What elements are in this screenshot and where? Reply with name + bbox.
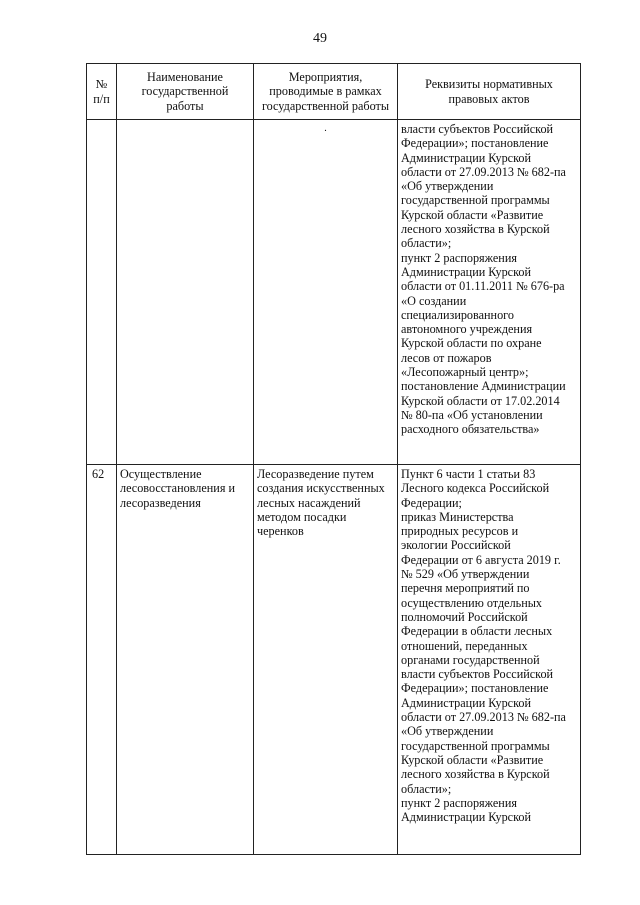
text-line: государственной программы xyxy=(401,738,550,753)
text-line: лесных насаждений xyxy=(257,495,361,510)
table-row xyxy=(87,465,581,855)
text-line: работы xyxy=(166,98,204,113)
text-line: № 80-па «Об установлении xyxy=(401,407,543,422)
text-line: Федерации»; постановление xyxy=(401,136,549,151)
work-name xyxy=(117,120,253,122)
header-work-name xyxy=(117,64,254,120)
text-line: Федерации»; постановление xyxy=(401,681,549,696)
work-name-cell xyxy=(117,465,254,855)
text-line: Администрации Курской xyxy=(401,150,532,165)
text-line: проводимые в рамках xyxy=(269,84,382,99)
text-line: Пункт 6 части 1 статьи 83 xyxy=(401,467,536,481)
text-line: власти субъектов Российской xyxy=(401,122,554,136)
text-line: лесов от пожаров xyxy=(401,350,492,365)
text-line: Мероприятия, xyxy=(288,69,363,84)
text-line: «Об утверждении xyxy=(401,179,494,194)
text-line: пункт 2 распоряжения xyxy=(401,250,517,265)
text-line: «Об утверждении xyxy=(401,724,494,739)
text-line: «Лесопожарный центр»; xyxy=(401,365,529,380)
text-line: п/п xyxy=(93,91,110,106)
text-line: власти субъектов Российской xyxy=(401,667,554,682)
text-line: Администрации Курской xyxy=(401,695,532,710)
text-line: Федерации; xyxy=(401,495,462,510)
text-line: области от 27.09.2013 № 682-па xyxy=(401,164,566,179)
legal-acts-text xyxy=(398,465,580,824)
text-line: лесоразведения xyxy=(120,495,201,510)
text-line: государственной xyxy=(141,84,229,99)
text-line: лесного хозяйства в Курской xyxy=(401,222,550,237)
text-line: Наименование xyxy=(147,69,223,84)
text-line: Федерации в области лесных xyxy=(401,624,553,639)
text-line: лесовосстановления и xyxy=(120,481,235,496)
text-line: пункт 2 распоряжения xyxy=(401,795,517,810)
text-line: Лесного кодекса Российской xyxy=(401,481,550,496)
text-line: органами государственной xyxy=(401,652,540,667)
text-line: природных ресурсов и xyxy=(401,524,519,539)
text-line: автономного учреждения xyxy=(401,322,533,337)
activities-text xyxy=(254,120,397,136)
table-row xyxy=(87,120,581,465)
legal-acts-cell xyxy=(398,120,581,465)
text-line: черенков xyxy=(257,524,304,539)
text-line: Федерации от 6 августа 2019 г. xyxy=(401,552,561,567)
page-number: 49 xyxy=(313,31,327,46)
text-line: области»; xyxy=(401,236,452,251)
row-number-cell xyxy=(87,120,117,465)
text-line: Курской области по охране xyxy=(401,336,542,351)
row-number-cell xyxy=(87,465,117,855)
text-line: № xyxy=(95,77,108,91)
text-line: расходного обязательства» xyxy=(401,422,540,437)
work-name xyxy=(117,465,253,510)
legal-acts-cell xyxy=(398,465,581,855)
text-line: отношений, переданных xyxy=(401,638,528,653)
text-line: Курской области от 17.02.2014 xyxy=(401,393,560,408)
text-line: области от 27.09.2013 № 682-па xyxy=(401,710,566,725)
text-line: Осуществление xyxy=(120,467,202,481)
activities-cell xyxy=(254,120,398,465)
text-line: «О создании xyxy=(401,293,467,308)
activities-cell xyxy=(254,465,398,855)
table-header-row xyxy=(87,64,581,120)
text-line: методом посадки xyxy=(257,509,347,524)
text-line: создания искусственных xyxy=(257,481,385,496)
text-line: Реквизиты нормативных xyxy=(425,77,553,91)
header-legal-acts xyxy=(398,64,581,120)
text-line: экологии Российской xyxy=(401,538,511,553)
text-line: области от 01.11.2011 № 676-ра xyxy=(401,279,565,294)
row-number: 62 xyxy=(92,467,105,481)
legal-acts-text xyxy=(398,120,580,437)
regulations-table xyxy=(86,63,581,855)
activities-text xyxy=(254,465,397,538)
header-number xyxy=(87,64,117,120)
text-line: приказ Министерства xyxy=(401,509,514,524)
text-line: государственной программы xyxy=(401,193,550,208)
text-line: перечня мероприятий по xyxy=(401,581,530,596)
text-line: постановление Администрации xyxy=(401,379,566,394)
text-line: Лесоразведение путем xyxy=(257,467,374,481)
header-activities xyxy=(254,64,398,120)
text-line: Администрации Курской xyxy=(401,264,532,279)
text-line: полномочий Российской xyxy=(401,609,528,624)
row-number xyxy=(87,120,116,122)
text-line: государственной работы xyxy=(261,98,390,113)
text-line: специализированного xyxy=(401,307,514,322)
text-line: лесного хозяйства в Курской xyxy=(401,767,550,782)
text-line: осуществлению отдельных xyxy=(401,595,543,610)
text-line: Курской области «Развитие xyxy=(401,207,544,222)
text-line: . xyxy=(324,123,327,134)
work-name-cell xyxy=(117,120,254,465)
text-line: Курской области «Развитие xyxy=(401,752,544,767)
text-line: правовых актов xyxy=(448,91,530,106)
text-line: области»; xyxy=(401,781,452,796)
text-line: Администрации Курской xyxy=(401,810,532,825)
text-line: № 529 «Об утверждении xyxy=(401,567,530,582)
